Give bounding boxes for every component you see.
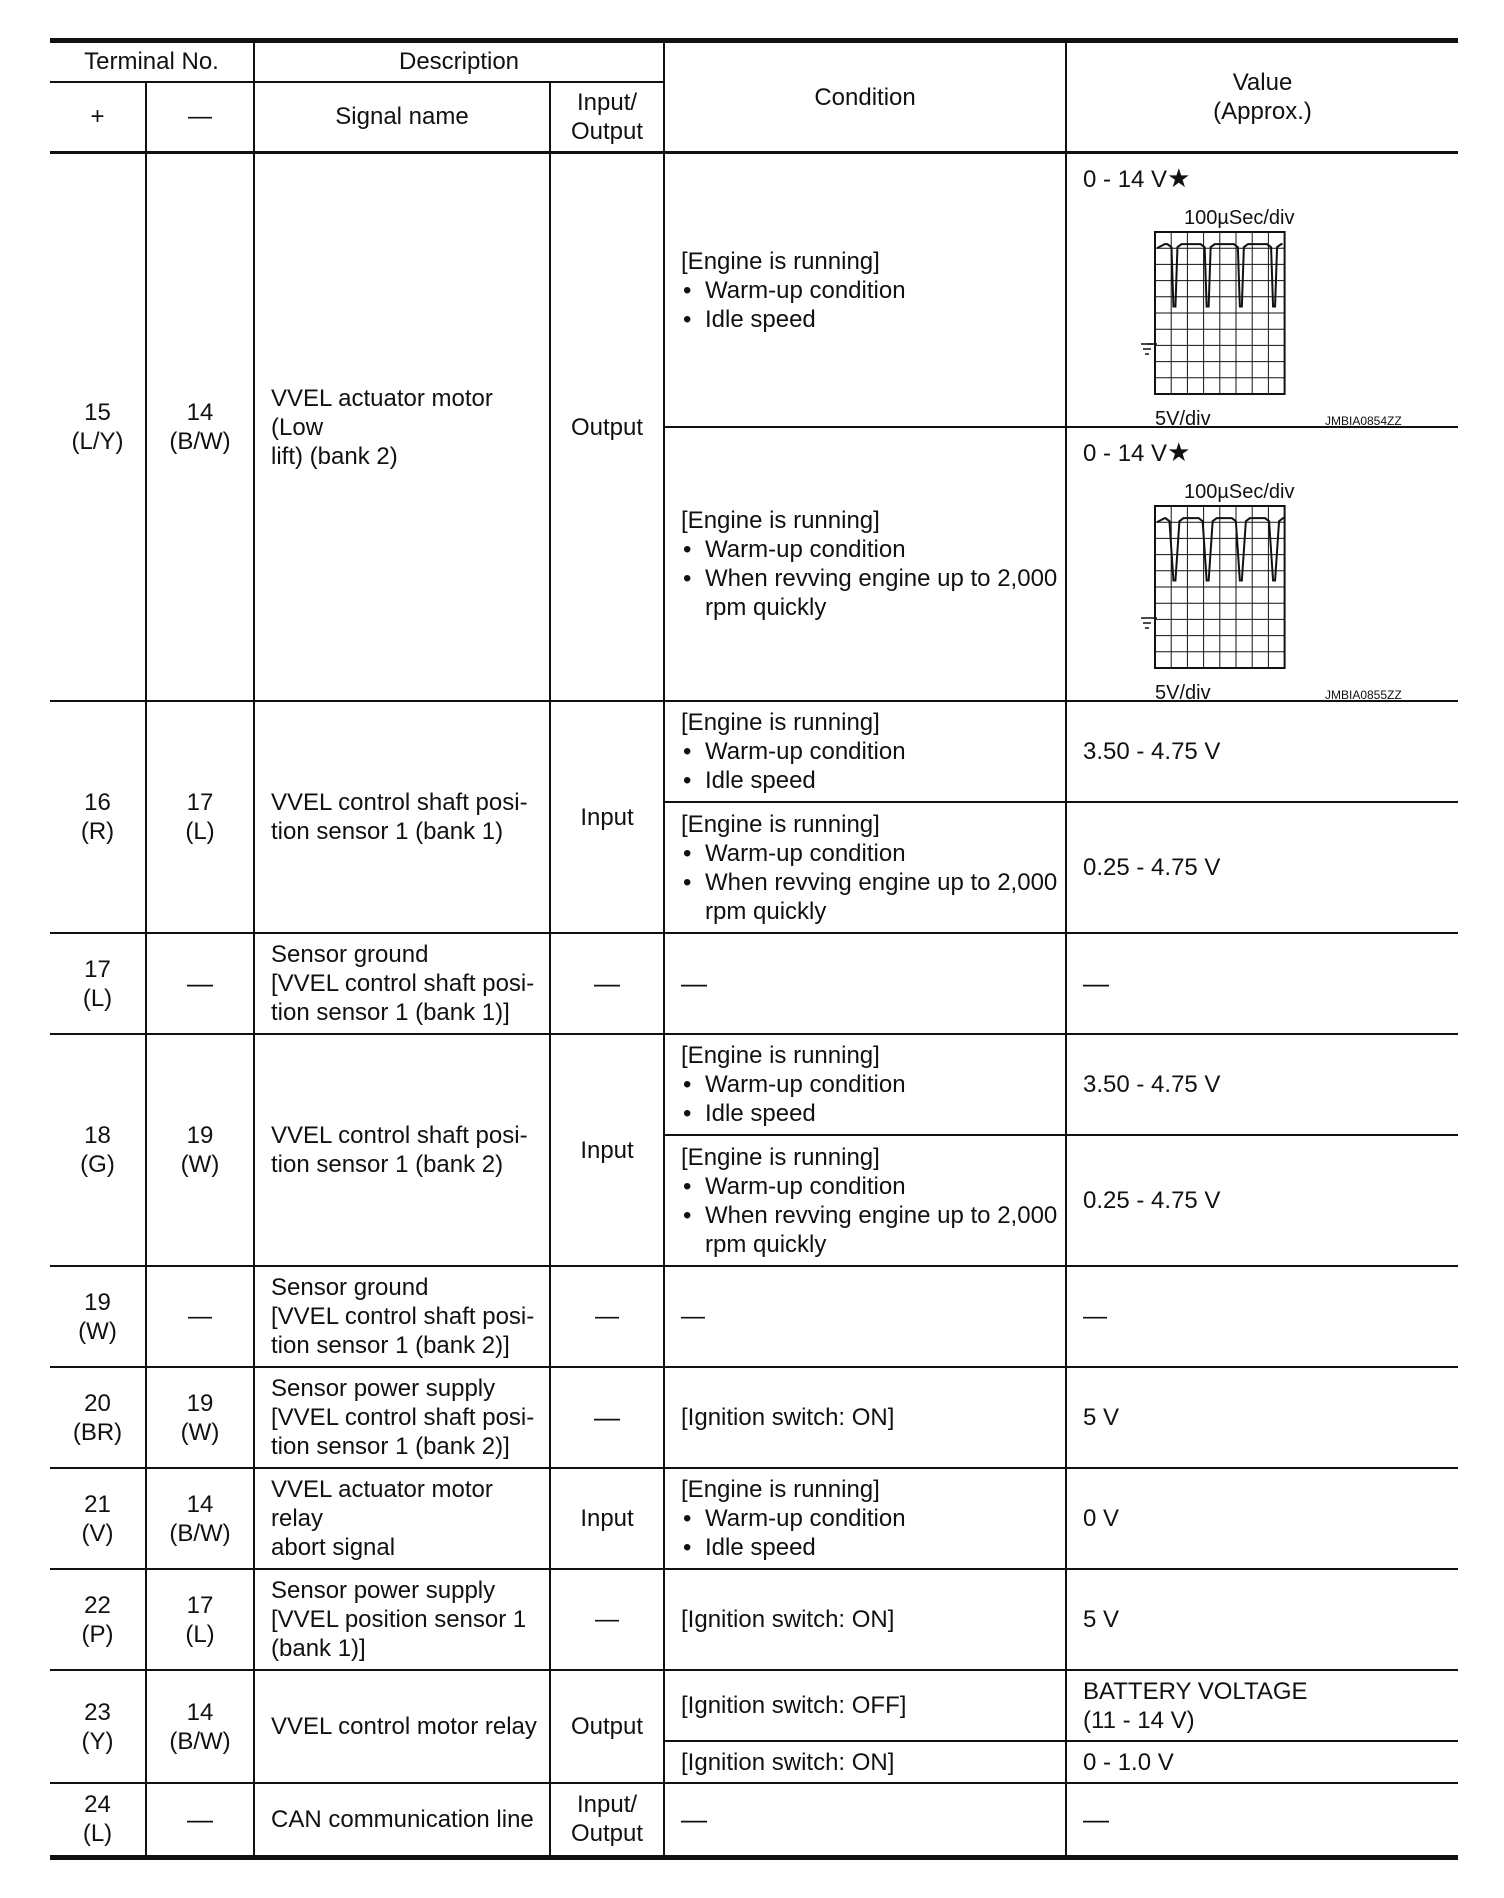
header-io-line2: Output — [570, 117, 644, 145]
condition — [664, 153, 1066, 428]
condition-bullets — [681, 839, 1059, 926]
scope-grid — [1155, 232, 1285, 394]
terminal-plus — [50, 1783, 146, 1857]
wire-color: (B/W) — [169, 428, 231, 455]
condition-bullets — [681, 1504, 1059, 1562]
terminal-number: 14 — [186, 1698, 214, 1726]
value — [1066, 1670, 1458, 1741]
header-minus: — — [146, 82, 254, 153]
condition — [664, 1468, 1066, 1569]
condition-bullets — [681, 737, 1059, 795]
terminal-minus — [146, 153, 254, 702]
signal-text: Sensor ground — [271, 1274, 429, 1301]
signal-name — [254, 1569, 550, 1670]
condition-bullets — [681, 1172, 1059, 1259]
value-text — [1083, 438, 1458, 468]
value: — — [1066, 1266, 1458, 1367]
input-output — [550, 1783, 664, 1857]
value: 0.25 - 4.75 V — [1066, 802, 1458, 933]
terminal-minus: — — [146, 1266, 254, 1367]
bullet-line: rpm quickly — [705, 594, 827, 621]
wire-color: (R) — [80, 818, 115, 845]
condition-head: [Engine is running] — [681, 709, 880, 736]
wire-color: (L/Y) — [71, 428, 124, 455]
signal-text: tion sensor 1 (bank 1) — [271, 818, 504, 845]
terminal-plus — [50, 1367, 146, 1468]
condition-head: [Engine is running] — [681, 1042, 880, 1069]
terminal-number: 19 — [84, 1288, 111, 1316]
wire-color: (Y) — [81, 1727, 114, 1755]
scope-time-scale: 100µSec/div — [1184, 207, 1295, 229]
table-row — [50, 701, 1458, 802]
terminal-spec-table — [50, 38, 1458, 1860]
signal-text: VVEL control shaft posi- — [271, 1122, 528, 1149]
signal-text: [VVEL position sensor 1 — [271, 1606, 527, 1633]
condition-bullet — [681, 564, 1059, 622]
star-icon: ★ — [1167, 163, 1191, 193]
signal-text: tion sensor 1 (bank 2)] — [271, 1332, 510, 1359]
header-value — [1066, 41, 1458, 153]
wire-color: (L) — [185, 818, 215, 845]
condition-bullet: • Warm-up condition — [681, 737, 1059, 766]
condition: [Ignition switch: ON] — [664, 1367, 1066, 1468]
terminal-number: 24 — [84, 1791, 111, 1819]
signal-text: lift) (bank 2) — [271, 442, 398, 470]
scope-grid — [1155, 506, 1285, 668]
input-output: Output — [550, 153, 664, 702]
wire-color: (W) — [78, 1317, 117, 1345]
condition-bullet — [681, 868, 1059, 926]
input-output: — — [550, 933, 664, 1034]
table-row — [50, 933, 1458, 1034]
condition-bullet: • Idle speed — [681, 305, 1059, 334]
scope-volt-scale: 5V/div — [1155, 408, 1211, 426]
terminal-plus — [50, 1670, 146, 1783]
condition: [Ignition switch: ON] — [664, 1569, 1066, 1670]
bullet-line: rpm quickly — [705, 1230, 827, 1258]
condition — [664, 427, 1066, 701]
condition-head: [Engine is running] — [681, 810, 880, 838]
condition: — — [664, 1783, 1066, 1857]
input-output: — — [550, 1266, 664, 1367]
terminal-minus — [146, 1468, 254, 1569]
terminal-plus — [50, 1569, 146, 1670]
wire-color: (B/W) — [169, 1519, 231, 1547]
value-number: 0 - 14 V — [1083, 166, 1168, 193]
wire-color: (W) — [180, 1151, 220, 1178]
oscilloscope-waveform — [1083, 468, 1433, 700]
input-output: Input — [550, 1468, 664, 1569]
terminal-number: 14 — [186, 1490, 214, 1518]
wire-color: (G) — [80, 1151, 115, 1178]
terminal-number: 16 — [84, 789, 111, 816]
condition-head: [Engine is running] — [681, 507, 880, 534]
terminal-plus — [50, 1266, 146, 1367]
signal-text: VVEL actuator motor relay — [271, 1476, 493, 1532]
wire-color: (B/W) — [169, 1727, 231, 1755]
value: 0 V — [1066, 1468, 1458, 1569]
signal-text: [VVEL control shaft posi- — [271, 1404, 535, 1431]
table-row — [50, 1569, 1458, 1670]
value-line: BATTERY VOLTAGE — [1083, 1677, 1308, 1705]
wire-color: (P) — [81, 1620, 114, 1648]
condition-bullet: • Warm-up condition — [681, 1070, 1059, 1099]
condition — [664, 701, 1066, 802]
condition-bullets — [681, 535, 1059, 622]
terminal-minus: — — [146, 1783, 254, 1857]
condition: — — [664, 1266, 1066, 1367]
header-terminal-no: Terminal No. — [50, 41, 254, 82]
terminal-number: 20 — [84, 1389, 111, 1417]
condition — [664, 1034, 1066, 1135]
signal-name — [254, 1266, 550, 1367]
signal-text: abort signal — [271, 1534, 396, 1561]
signal-name — [254, 1034, 550, 1266]
condition-bullets — [681, 1070, 1059, 1128]
value-line: (11 - 14 V) — [1083, 1706, 1195, 1734]
condition-head: [Engine is running] — [681, 1476, 880, 1503]
signal-text: tion sensor 1 (bank 2)] — [271, 1433, 510, 1460]
value: 3.50 - 4.75 V — [1066, 701, 1458, 802]
condition-bullet: • Warm-up condition — [681, 276, 1059, 305]
terminal-number: 19 — [186, 1122, 214, 1149]
value — [1066, 153, 1458, 428]
condition: — — [664, 933, 1066, 1034]
condition-bullet: • Warm-up condition — [681, 1172, 1059, 1201]
condition-bullets — [681, 276, 1059, 334]
table-row — [50, 1783, 1458, 1857]
signal-name: VVEL control motor relay — [254, 1670, 550, 1783]
scope-time-scale: 100µSec/div — [1184, 481, 1295, 503]
signal-text: tion sensor 1 (bank 1)] — [271, 999, 510, 1026]
wire-color: (BR) — [72, 1418, 123, 1446]
terminal-plus — [50, 701, 146, 933]
oscilloscope-waveform — [1083, 194, 1433, 426]
signal-text: [VVEL control shaft posi- — [271, 1303, 535, 1330]
io-line: Input/ — [576, 1791, 638, 1819]
terminal-plus — [50, 933, 146, 1034]
wire-color: (L) — [82, 1820, 113, 1848]
input-output: Output — [550, 1670, 664, 1783]
input-output: — — [550, 1569, 664, 1670]
terminal-number: 17 — [84, 955, 111, 983]
table-row — [50, 1468, 1458, 1569]
signal-name — [254, 1468, 550, 1569]
condition-bullet: • Warm-up condition — [681, 839, 1059, 868]
condition: [Ignition switch: OFF] — [664, 1670, 1066, 1741]
header-value-label: Value — [1232, 69, 1293, 96]
condition-bullet — [681, 1201, 1059, 1259]
value: 0 - 1.0 V — [1066, 1741, 1458, 1783]
header-condition: Condition — [664, 41, 1066, 153]
wire-color: (W) — [180, 1418, 220, 1446]
terminal-minus — [146, 1034, 254, 1266]
value: 5 V — [1066, 1569, 1458, 1670]
signal-text: [VVEL control shaft posi- — [271, 970, 535, 997]
terminal-number: 22 — [84, 1591, 111, 1619]
header-row-1 — [50, 41, 1458, 82]
bullet-line: • When revving engine up to 2,000 — [705, 1201, 1058, 1229]
signal-text: VVEL control shaft posi- — [271, 789, 528, 816]
signal-name — [254, 701, 550, 933]
value: — — [1066, 933, 1458, 1034]
terminal-minus — [146, 1569, 254, 1670]
header-plus: + — [50, 82, 146, 153]
condition: [Ignition switch: ON] — [664, 1741, 1066, 1783]
figure-id: JMBIA0855ZZ — [1325, 688, 1402, 700]
value: 5 V — [1066, 1367, 1458, 1468]
condition-bullet: • Warm-up condition — [681, 1504, 1059, 1533]
signal-name — [254, 933, 550, 1034]
signal-text: VVEL actuator motor (Low — [271, 384, 493, 441]
value: — — [1066, 1783, 1458, 1857]
signal-text: Sensor ground — [271, 941, 429, 968]
condition — [664, 802, 1066, 933]
table-row — [50, 1670, 1458, 1741]
wire-color: (L) — [185, 1620, 215, 1648]
value — [1066, 427, 1458, 701]
value: 0.25 - 4.75 V — [1066, 1135, 1458, 1266]
bullet-line: • When revving engine up to 2,000 — [705, 868, 1058, 896]
input-output: Input — [550, 1034, 664, 1266]
value-text — [1083, 164, 1458, 194]
signal-text: Sensor power supply — [271, 1577, 496, 1604]
condition-bullet: • Idle speed — [681, 766, 1059, 795]
signal-name — [254, 1367, 550, 1468]
terminal-minus — [146, 1367, 254, 1468]
terminal-number: 18 — [84, 1122, 111, 1149]
signal-text: Sensor power supply — [271, 1375, 496, 1402]
header-signal-name: Signal name — [254, 82, 550, 153]
wire-color: (L) — [82, 984, 113, 1012]
header-io-line1: Input/ — [576, 88, 638, 116]
condition-head: [Engine is running] — [681, 1143, 880, 1171]
terminal-number: 17 — [186, 789, 214, 816]
bullet-line: rpm quickly — [705, 897, 827, 925]
header-input-output — [550, 82, 664, 153]
input-output: — — [550, 1367, 664, 1468]
signal-text: tion sensor 1 (bank 2) — [271, 1151, 504, 1178]
terminal-number: 19 — [186, 1389, 214, 1417]
terminal-plus — [50, 1034, 146, 1266]
terminal-number: 17 — [186, 1591, 214, 1619]
signal-text: (bank 1)] — [271, 1635, 366, 1662]
condition-bullet: • Idle speed — [681, 1099, 1059, 1128]
bullet-line: • When revving engine up to 2,000 — [705, 565, 1058, 592]
terminal-plus — [50, 153, 146, 702]
wire-color: (V) — [81, 1519, 114, 1547]
terminal-number: 14 — [186, 399, 214, 426]
input-output: Input — [550, 701, 664, 933]
terminal-number: 23 — [84, 1698, 111, 1726]
scope-volt-scale: 5V/div — [1155, 682, 1211, 700]
signal-name — [254, 153, 550, 702]
io-line: Output — [570, 1820, 644, 1848]
terminal-minus — [146, 1670, 254, 1783]
table-row — [50, 153, 1458, 428]
terminal-plus — [50, 1468, 146, 1569]
condition-bullet: • Warm-up condition — [681, 535, 1059, 564]
star-icon: ★ — [1167, 437, 1191, 467]
terminal-number: 15 — [84, 399, 111, 426]
terminal-minus — [146, 701, 254, 933]
table-row — [50, 1034, 1458, 1135]
condition — [664, 1135, 1066, 1266]
table-row — [50, 1367, 1458, 1468]
value: 3.50 - 4.75 V — [1066, 1034, 1458, 1135]
table-row — [50, 1266, 1458, 1367]
signal-name: CAN communication line — [254, 1783, 550, 1857]
terminal-minus: — — [146, 933, 254, 1034]
condition-bullet: • Idle speed — [681, 1533, 1059, 1562]
header-description: Description — [254, 41, 664, 82]
figure-id: JMBIA0854ZZ — [1325, 414, 1402, 426]
value-number: 0 - 14 V — [1083, 440, 1168, 467]
header-value-note: (Approx.) — [1213, 98, 1312, 125]
terminal-number: 21 — [84, 1490, 111, 1518]
condition-head: [Engine is running] — [681, 247, 880, 275]
